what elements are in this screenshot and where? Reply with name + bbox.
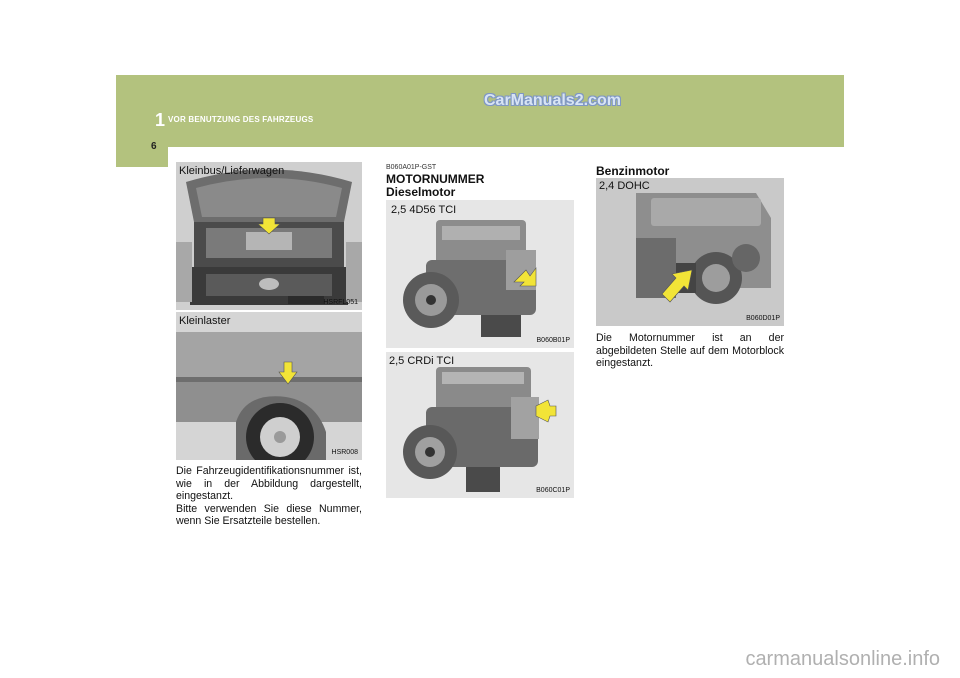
section-heading-motornummer: MOTORNUMMER bbox=[386, 172, 485, 186]
page-number: 6 bbox=[151, 141, 157, 152]
section-heading-dieselmotor: Dieselmotor bbox=[386, 185, 456, 199]
section-ref-code: B060A01P-GST bbox=[386, 164, 437, 171]
petrol-dohc-code: B060D01P bbox=[746, 315, 780, 322]
vin-paragraph-text-1: Die Fahrzeugidentifikationsnummer ist, wie in der Abbildung dargestellt, eingestanzt. bbox=[176, 465, 362, 502]
petrol-dohc-label: 2,4 DOHC bbox=[599, 180, 650, 192]
engine-crdi-illustration bbox=[386, 352, 574, 498]
engine-4d56-illustration bbox=[386, 200, 574, 348]
van-hood-illustration bbox=[176, 162, 362, 310]
footer-watermark[interactable]: carmanualsonline.info bbox=[745, 648, 940, 670]
petrol-dohc-photo bbox=[596, 178, 784, 326]
page-number-tab bbox=[116, 147, 168, 167]
van-hood-photo bbox=[176, 162, 362, 310]
section-heading-benzinmotor: Benzinmotor bbox=[596, 164, 670, 178]
site-title[interactable]: CarManuals2.com bbox=[484, 92, 621, 109]
diesel-4d56-code: B060B01P bbox=[536, 337, 570, 344]
vin-paragraph bbox=[176, 465, 362, 528]
truck-side-illustration bbox=[176, 312, 362, 460]
engine-dohc-illustration bbox=[596, 178, 784, 326]
diesel-crdi-code: B060C01P bbox=[536, 487, 570, 494]
diesel-4d56-label: 2,5 4D56 TCI bbox=[391, 204, 457, 216]
diesel-4d56-photo bbox=[386, 200, 574, 348]
chapter-number: 1 bbox=[155, 110, 166, 130]
van-photo-label: Kleinbus/Lieferwagen bbox=[179, 165, 285, 177]
truck-photo-label: Kleinlaster bbox=[179, 315, 231, 327]
diesel-crdi-label: 2,5 CRDi TCI bbox=[389, 355, 455, 367]
vin-paragraph-text-2: Bitte verwenden Sie diese Nummer, wenn Sie Ersatzteile bestellen. bbox=[176, 502, 362, 527]
header-band bbox=[116, 75, 844, 147]
engine-number-paragraph: Die Motornummer ist an der abgebildeten Stelle auf dem Motorblock eingestanzt. bbox=[596, 332, 784, 369]
chapter-title: VOR BENUTZUNG DES FAHRZEUGS bbox=[168, 115, 314, 124]
diesel-crdi-photo bbox=[386, 352, 574, 498]
truck-side-photo bbox=[176, 312, 362, 460]
truck-photo-code: HSR008 bbox=[331, 449, 358, 456]
van-photo-code: HSRFL051 bbox=[323, 299, 358, 306]
